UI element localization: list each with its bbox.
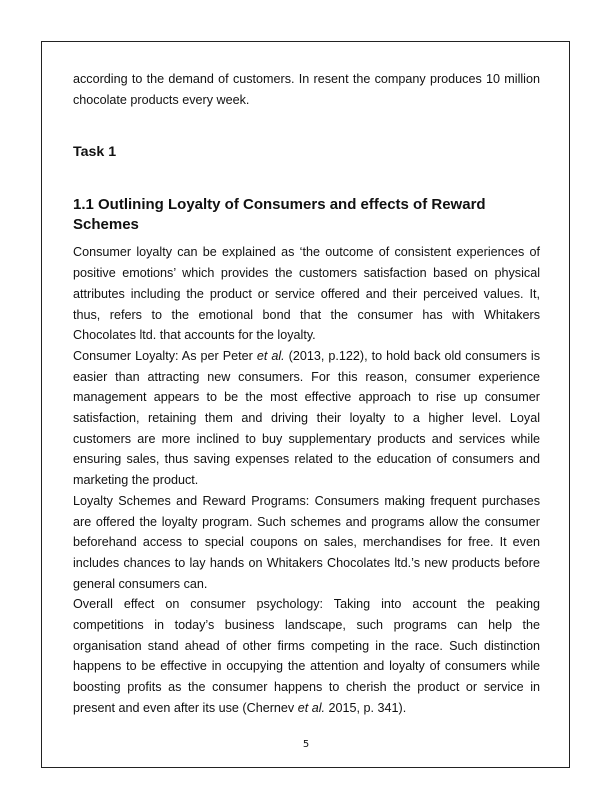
text: Consumer Loyalty: As per Peter [73,348,257,363]
page-body [73,69,540,719]
paragraph-consumer-loyalty [73,346,540,491]
task-heading: Task 1 [73,144,117,161]
text: Overall effect on consumer psychology: Taking into account the peaking competitions in today’s business landscape, such programs can help the organisation stand ahead of other firms competing in the race. Such distinction happens to be effective in occupying the attention and loyalty of consumers while boosting profits as the consumer happens to cherish the product or service in present and even after its use (Chernev [73,597,540,715]
paragraph-overall-effect [73,594,540,718]
text: (2013, p.122), to hold back old consumers is easier than attracting new consumers. For this reason, consumer experience management appears to be the most effective approach to rise up consumer satisfaction, retaining them and driving their loyalty to a higher level. Loyal customers are more inclined to buy supplementary products and services while ensuring sales, thus saving expenses related to the education of consumers and marketing the product. [73,348,540,488]
citation-italic: et al. [256,348,285,363]
paragraph-loyalty-schemes: Loyalty Schemes and Reward Programs: Consumers making frequent purchases are offered the loyalty program. Such schemes and programs allow the consumer beforehand access to special coupons on sales, merchandises for free. It even includes chances to lay hands on Whitakers Chocolates ltd.’s new products before general consumers can. [73,493,540,591]
text: 2015, p. 341). [325,700,407,715]
intro-paragraph: according to the demand of customers. In resent the company produces 10 million chocolate products every week. [73,72,540,107]
citation-italic: et al. [297,700,326,715]
page-number: 5 [302,739,310,750]
section-heading: 1.1 Outlining Loyalty of Consumers and effects of Reward Schemes [73,196,486,234]
paragraph-consumer-loyalty-definition: Consumer loyalty can be explained as ‘the outcome of consistent experiences of positive emotions’ which provides the customers satisfaction based on physical attributes including the product or service offered and their perceived values. It, thus, refers to the emotional bond that the consumer has with Whitakers Chocolates ltd. that accounts for the loyalty. [73,245,540,343]
